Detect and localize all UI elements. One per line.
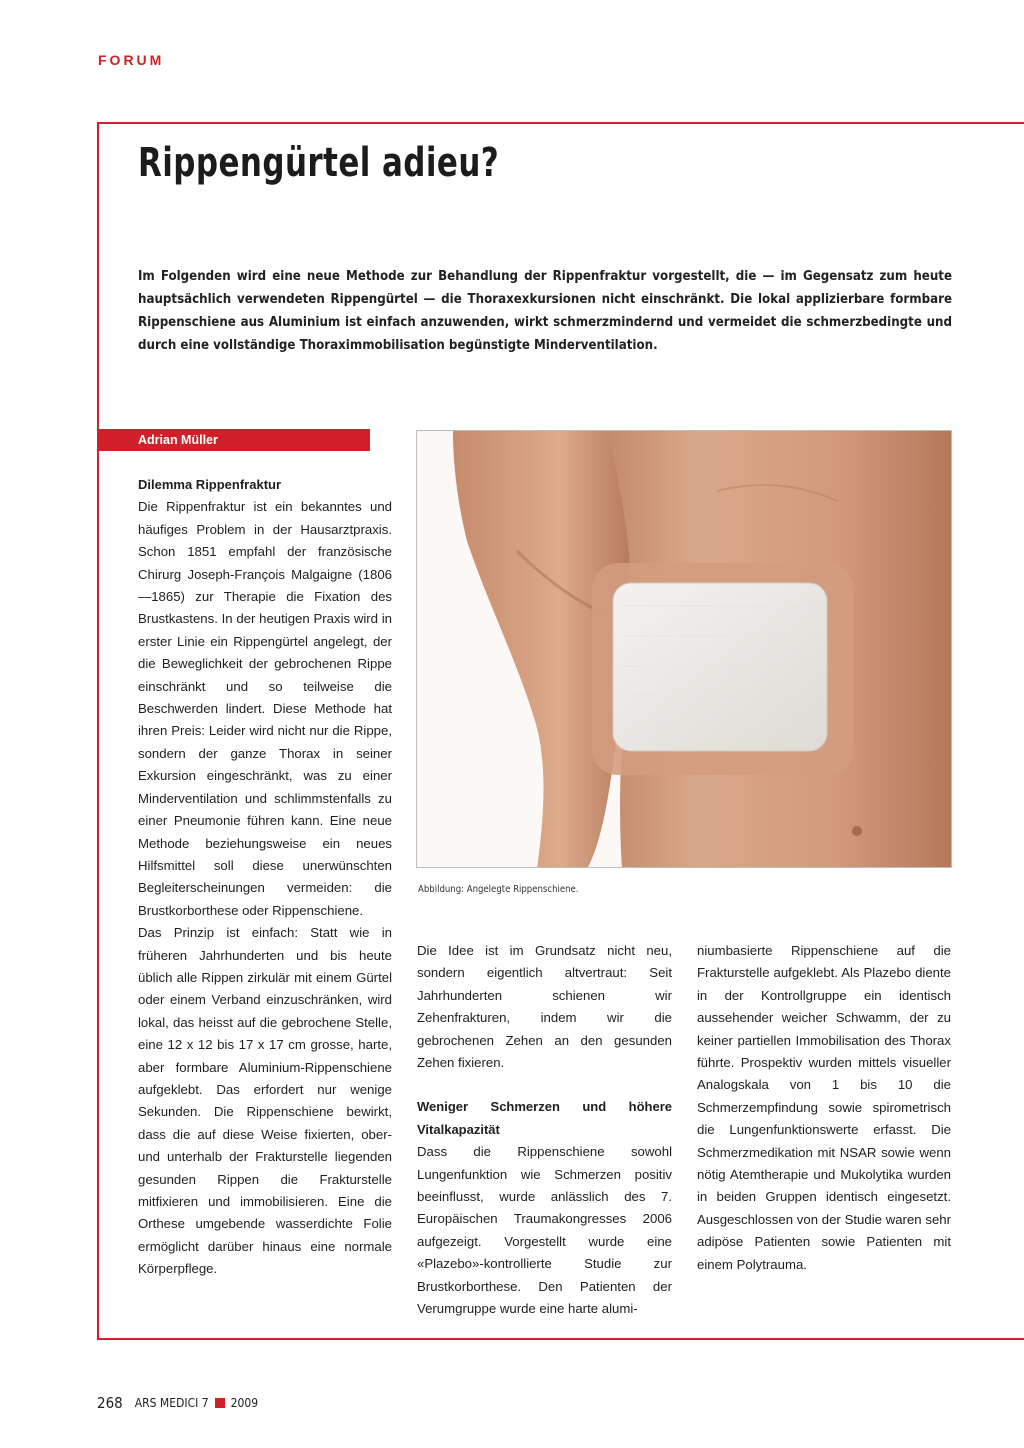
journal-year: 2009 xyxy=(230,1396,259,1410)
paragraph: niumbasierte Rippenschiene auf die Frakturstelle aufgeklebt. Als Plazebo diente in der Kontrollgruppe ein identisch aussehender weicher Schwamm, der zu keiner partiellen Immobilisation des Thorax führte. Prospektiv wurden mittels visueller Analogskala von 1 bis 10 die Schmerzempfindung sowie spirometrisch die Lungenfunktionswerte erfasst. Die Schmerzmedikation mit NSAR sowie wenn nötig Atemtherapie und Mukolytika wurden in beiden Gruppen identisch eingesetzt. Ausgeschlossen von der Studie waren sehr adipöse Patienten sowie Patienten mit einem Polytrauma. xyxy=(697,943,951,1272)
article-lead: Im Folgenden wird eine neue Methode zur Behandlung der Rippenfraktur vorgestellt, die — im Gegensatz zum heute hauptsächlich verwendeten Rippengürtel — die Thoraxexkursionen nicht einschränkt. Die lokal applizierbare formbare Rippenschiene aus Aluminium ist einfach anzuwenden, wirkt schmerzmindernd und vermeidet die schmerzbedingte und durch eine vollständige Thoraximmobilisation begünstigte Minderventilation. xyxy=(138,269,952,353)
section-label: FORUM xyxy=(98,52,165,68)
journal-name: ARS MEDICI 7 xyxy=(134,1396,209,1410)
author-bar xyxy=(99,429,370,451)
page-footer xyxy=(97,1394,258,1412)
paragraph: Dass die Rippenschiene sowohl Lungenfunktion wie Schmerzen positiv beeinflusst, wurde anlässlich des 7. Europäischen Traumakongresses 2006 aufgezeigt. Vorgestellt wurde eine «Plazebo»-kontrollierte Studie zur Brustkorborthese. Den Patienten der Verumgruppe wurde eine harte alumi- xyxy=(417,1144,672,1317)
red-square-icon xyxy=(215,1398,225,1408)
frame-top-rule xyxy=(97,122,1024,124)
frame-bottom-rule xyxy=(97,1338,1024,1340)
author-name: Adrian Müller xyxy=(138,433,218,447)
section-heading-dilemma: Dilemma Rippenfraktur xyxy=(138,477,282,492)
figure-caption: Abbildung: Angelegte Rippenschiene. xyxy=(418,884,579,895)
chest-splint-illustration xyxy=(417,431,952,868)
paragraph: Das Prinzip ist einfach: Statt wie in früheren Jahrhunderten und bis heute üblich alle Rippen zirkulär mit einem Gürtel oder einem Verband einzuschränken, wird lokal, das heisst auf die gebrochene Stelle, eine 12 x 12 bis 17 x 17 cm grosse, harte, aber formbare Aluminium-Rippenschiene aufgeklebt. Das erfordert nur wenige Sekunden. Die Rippenschiene bewirkt, dass die auf diese Weise fixierten, ober- und unterhalb der Frakturstelle liegenden gesunden Rippen die Frakturstelle mitfixieren und immobilisieren. Eine die Orthese umgebende wasserdichte Folie ermöglicht darüber hinaus eine normale Körperpflege. xyxy=(138,925,392,1277)
figure-photo xyxy=(416,430,952,868)
text-column-1 xyxy=(138,474,392,1281)
text-column-3 xyxy=(697,940,951,1276)
section-heading-vitalkapazitaet: Weniger Schmerzen und höhere Vitalkapazität xyxy=(417,1099,672,1137)
text-column-2 xyxy=(417,940,672,1321)
article-title: Rippengürtel adieu? xyxy=(138,140,500,186)
frame-left-rule xyxy=(97,122,99,1340)
paragraph: Die Idee ist im Grundsatz nicht neu, sondern eigentlich altvertraut: Seit Jahrhunderten schienen wir Zehenfrakturen, indem wir die gebrochenen Zehen an den gesunden Zehen fixieren. xyxy=(417,943,672,1071)
paragraph: Die Rippenfraktur ist ein bekanntes und häufiges Problem in der Hausarztpraxis. Schon 1851 empfahl der französische Chirurg Joseph-François Malgaigne (1806—1865) zur Therapie die Fixation des Brustkastens. In der heutigen Praxis wird in erster Linie ein Rippengürtel angelegt, der die Beweglichkeit der gebrochenen Rippe einschränkt und so teilweise die Beschwerden lindert. Diese Methode hat ihren Preis: Leider wird nicht nur die Rippe, sondern der ganze Thorax in seiner Exkursion eingeschränkt, was zu einer Minderventilation und schlimmstenfalls zu einer Pneumonie führen kann. Eine neue Methode beziehungsweise ein neues Hilfsmittel soll diese unerwünschten Begleiterscheinungen vermeiden: die Brustkorborthese oder Rippenschiene. xyxy=(138,499,392,918)
page-number: 268 xyxy=(97,1394,123,1412)
